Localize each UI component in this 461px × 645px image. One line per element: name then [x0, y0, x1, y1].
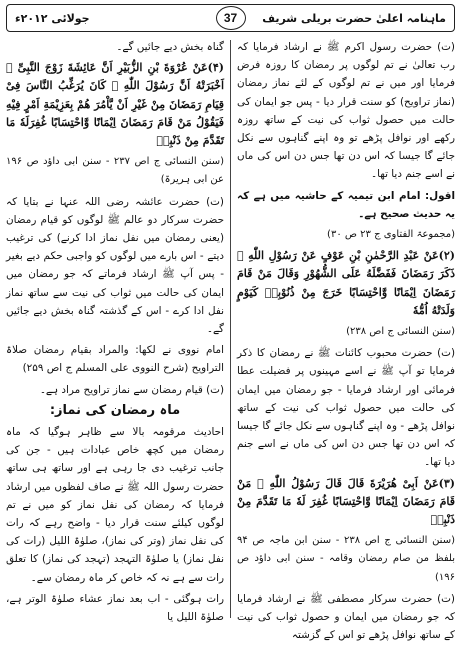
paragraph: رات ہوگئی - اب بعد نماز عشاء صلوٰۃ الوتر ہے، صلوٰۃ اللیل یا	[6, 592, 224, 624]
column-divider	[230, 40, 231, 618]
reference: (مجموعۃ الفتاوی ج ۲۳ ص ۳۰)	[327, 229, 455, 241]
section-heading: ماہ رمضان کی نماز:	[49, 402, 181, 418]
right-column	[237, 38, 455, 642]
paragraph: (ت) حضرت رسول اکرم ﷺ نے ارشاد فرمایا کہ رب تعالیٰ نے تم لوگوں پر رمضان کا روزہ فرض فرمایا اور میں نے تم لوگوں کے لئے نماز رمضان (نماز تراویح) کو سنت قرار دیا - پس جو ایمان کی حالت میں حصول ثواب کی نیت کے ساتھ روزہ رکھے اور نوافل پڑھے تو وہ اپنے گناہوں سے نکل جائے گا جیسا کہ اس دن تھا جس دن اس کی ماں نے اسے جنم دیا تھا۔	[237, 41, 455, 181]
paragraph: (ت) حضرت سرکار مصطفی ﷺ نے ارشاد فرمایا کہ جو رمضان میں ایمان و حصول ثواب کی نیت کے ساتھ نوافل پڑھے تو اس کے گزشتہ	[237, 592, 455, 642]
paragraph: (ت) قیام رمضان سے نماز تراویح مراد ہے۔	[39, 383, 224, 396]
paragraph: امام نووی نے لکھا: والمراد بقیام رمضان صلاۃ التراویح (شرح النووی علی المسلم ج اص ۲۵۹)	[6, 344, 224, 375]
issue-date: جولائی ۲۰۱۲ء	[15, 11, 90, 25]
reference: (سنن النسائی ج اص ۲۳۸ - سنن ابن ماجہ ص ۹۴ بلفظ من صام رمضان وقامہ - سنن ابی داؤد ص ۱۹۶)	[237, 535, 455, 583]
paragraph: احادیث مرقومہ بالا سے ظاہر ہوگیا کہ ماہ رمضان میں کچھ خاص عبادات ہیں - جن کی جانب ترغیب دی جا رہی ہے اور ساتھ ہی ساتھ حضرت رسول اللہ ﷺ نے صاف لفظوں میں ارشاد فرمایا کہ رمضان کی نفل نماز کو میں نے تم لوگوں کیلئے سنت قرار دیا - واضح رہے کہ رات کی نفل نماز (وتر کی نماز)، صلوٰۃ اللیل (رات کی نفل نماز) یا صلوٰۃ التہجد (تہجد کی نماز) کا تعلق رات سے ہے نہ کہ خاص کر ماہ رمضان سے۔	[6, 426, 224, 584]
magazine-title: ماہنامہ اعلیٰ حضرت بریلی شریف	[262, 11, 446, 25]
paragraph: (ت) حضرت محبوب کائنات ﷺ نے رمضان کا ذکر فرمایا تو آپ ﷺ نے اسے مہینوں پر فضیلت عطا فرمائی اور ارشاد فرمایا - جو رمضان میں ایمان کی حالت میں حصول ثواب کی نیت کے ساتھ نوافل پڑھے - وہ اپنے گناہوں سے نکل جائے گا جیسا کہ اس دن تھا جس دن اس کی ماں نے اسے جنم دیا تھا۔	[237, 347, 455, 469]
reference: (سنن النسائی ج اص ۲۳۷ - سنن ابی داؤد ص ۱۹۶ عن ابی ہریرۃ)	[6, 156, 224, 186]
hadith-arabic: (۲)عَنْ عَبْدِ الرَّحْمٰنِ بْنِ عَوْفٍ عَنْ رَسُوْلِ اللّٰهِ ﷺ ذَكَرَ رَمَضَانَ فَفَضَّلَهُ عَلَى الشُّهُوْرِ وَقَالَ مَنْ قَامَ رَمَضَانَ اِيْمَانًا وَّاحْتِسَابًا خَرَجَ مِنْ ذُنُوْبِهٖ كَيَوْمٍ وَلَدَتْهُ اُمُّهٗ	[237, 249, 455, 317]
paragraph: اقول: امام ابن تیمیہ کے حاشیہ میں ہے کہ یہ حدیث صحیح ہے۔	[237, 189, 455, 220]
page-number: 37	[216, 6, 246, 30]
page-header	[6, 4, 455, 32]
reference: (سنن النسائی ج اص ۲۳۸)	[346, 326, 455, 338]
left-column	[6, 38, 224, 624]
hadith-arabic: (۳)عَنْ اَبِیْ هُرَیْرَةَ قَالَ قَالَ رَسُوْلُ اللّٰهِ ﷺ مَنْ قَامَ رَمَضَانَ اِيْمَانًا وَّاحْتِسَابًا غُفِرَ لَهٗ مَا تَقَدَّمَ مِنْ ذَنْبِهٖ	[237, 476, 455, 527]
hadith-arabic: (۴)عَنْ عُرْوَةَ بْنِ الزُّبَیْرِ اَنَّ عَائِشَةَ زَوْجَ النَّبِیِّ ﷺ اَخْبَرَتْهُ اَنَّ رَسُوْلَ اللّٰهِ ﷺ كَانَ يُرَغِّبُ النَّاسَ فِیْ قِيَامِ رَمَضَانَ مِنْ غَيْرِ اَنْ يَّاْمُرَ هُمْ بِعَزِيْمَةِ اَمْرٍ فِيْهِ فَيَقُوْلُ مَنْ قَامَ رَمَضَانَ اِيْمَانًا وَّاحْتِسَابًا غُفِرَلَهٗ مَا تَقَدَّمَ مِنْ ذَنْبِهٖ	[6, 61, 224, 148]
paragraph: گناہ بخش دیے جائیں گے۔	[116, 41, 224, 53]
paragraph: (ت) حضرت عائشہ رضی اللہ عنہا نے بتایا کہ حضرت سرکار دو عالم ﷺ لوگوں کو قیام رمضان (یعنی رمضان میں نفل نماز ادا کرنے) کی ترغیب دیتے - اس بارے میں لوگوں کو واجبی حکم دیے بغیر - پس آپ ﷺ ارشاد فرماتے کہ جو رمضان میں ایمان کی حالت میں ثواب کی نیت سے ساتھ نماز نفل ادا کرے - اس کے گذشتہ گناہ بخش دیے جائیں گے۔	[6, 195, 224, 336]
